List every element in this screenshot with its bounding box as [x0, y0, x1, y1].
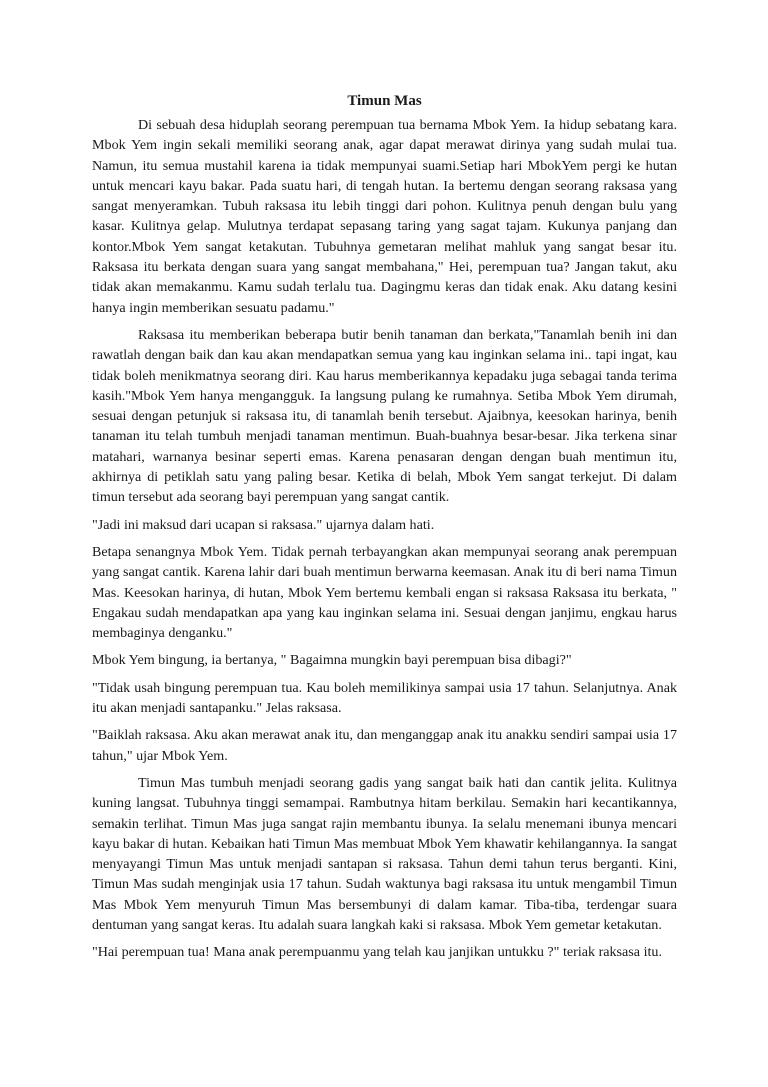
- paragraph-7: "Baiklah raksasa. Aku akan merawat anak itu, dan menganggap anak itu anakku sendiri sampai usia 17 tahun," ujar Mbok Yem.: [92, 727, 677, 764]
- paragraph-4: Betapa senangnya Mbok Yem. Tidak pernah terbayangkan akan mempunyai seorang anak perempuan yang sangat cantik. Karena lahir dari buah mentimun berwarna keemasan. Anak itu di beri nama Timun Mas. Keesokan harinya, di hutan, Mbok Yem bertemu kembali engan si raksasa Raksasa itu berkata, " Engakau sudah mendapatkan apa yang kau inginkan selama ini. Sesuai dengan janjimu, engkau harus membaginya denganku.": [92, 543, 677, 642]
- paragraph-1: Di sebuah desa hiduplah seorang perempuan tua bernama Mbok Yem. Ia hidup sebatang kara. Mbok Yem ingin sekali memiliki seorang anak, agar dapat merawat dirinya yang sudah mulai tua. Namun, itu semua mustahil karena ia tidak mempunyai suami.Setiap hari MbokYem pergi ke hutan untuk mencari kayu bakar. Pada suatu hari, di tengah hutan. Ia bertemu dengan seorang raksasa yang sangat menyeramkan. Tubuh raksasa itu lebih tinggi dari pohon. Kulitnya penuh dengan bulu yang kasar. Kulitnya gelap. Mulutnya terdapat sepasang taring yang sagat tajam. Kukunya panjang dan kontor.Mbok Yem sangat ketakutan. Tubuhnya gemetaran melihat mahluk yang sangat besar itu. Raksasa itu berkata dengan suara yang sangat membahana," Hei, perempuan tua? Jangan takut, aku tidak akan memakanmu. Kamu sudah terlalu tua. Dagingmu keras dan tidak enak. Aku datang kesini hanya ingin memberikan sesuatu padamu.": [92, 117, 677, 316]
- paragraph-8: Timun Mas tumbuh menjadi seorang gadis yang sangat baik hati dan cantik jelita. Kulitnya kuning langsat. Tubuhnya tinggi semampai. Rambutnya hitam berkilau. Semakin hari kecantikannya, semakin terlihat. Timun Mas juga sangat rajin membantu ibunya. Ia selalu menemani ibunya mencari kayu bakar di hutan. Kebaikan hati Timun Mas membuat Mbok Yem khawatir kehilangannya. Ia sangat menyayangi Timun Mas untuk menjadi santapan si raksasa. Tahun demi tahun terus berganti. Kini, Timun Mas sudah menginjak usia 17 tahun. Sudah waktunya bagi raksasa itu untuk mengambil Timun Mas Mbok Yem menyuruh Timun Mas bersembunyi di dalam kamar. Tiba-tiba, terdengar suara dentuman yang sangat keras. Itu adalah suara langkah kaki si raksasa. Mbok Yem gemetar ketakutan.: [92, 774, 677, 933]
- paragraph-6: "Tidak usah bingung perempuan tua. Kau boleh memilikinya sampai usia 17 tahun. Selanjutnya. Anak itu akan menjadi santapanku." Jelas raksasa.: [92, 679, 677, 717]
- paragraph-5: Mbok Yem bingung, ia bertanya, " Bagaimna mungkin bayi perempuan bisa dibagi?": [92, 652, 572, 669]
- paragraph-2: Raksasa itu memberikan beberapa butir benih tanaman dan berkata,"Tanamlah benih ini dan rawatlah dengan baik dan kau akan mendapatkan semua yang kau inginkan selama ini.. tapi ingat, kau tidak boleh menikmatnya seorang diri. Kau harus memberikannya kepadaku juga sebagai tanda terima kasih."Mbok Yem hanya mengangguk. Ia langsung pulang ke rumahnya. Setiba Mbok Yem dirumah, sesuai dengan petunjuk si raksasa itu, di tanamlah benih tersebut. Ajaibnya, keesokan harinya, benih tanaman itu telah tumbuh menjadi tanaman mentimun. Buah-buahnya besar-besar. Jika terkena sinar matahari, warnanya besinar seperti emas. Karena penasaran dengan dengan buah mentimun itu, akhirnya di petiklah satu yang paling besar. Ketika di belah, Mbok Yem sangat terkejut. Di dalam timun tersebut ada seorang bayi perempuan yang sangat cantik.: [92, 326, 677, 506]
- document-title: Timun Mas: [347, 93, 422, 109]
- document-page: [92, 90, 677, 970]
- paragraph-3: "Jadi ini maksud dari ucapan si raksasa." ujarnya dalam hati.: [92, 516, 435, 533]
- paragraph-9: "Hai perempuan tua! Mana anak perempuanmu yang telah kau janjikan untukku ?" teriak raksasa itu.: [92, 944, 662, 961]
